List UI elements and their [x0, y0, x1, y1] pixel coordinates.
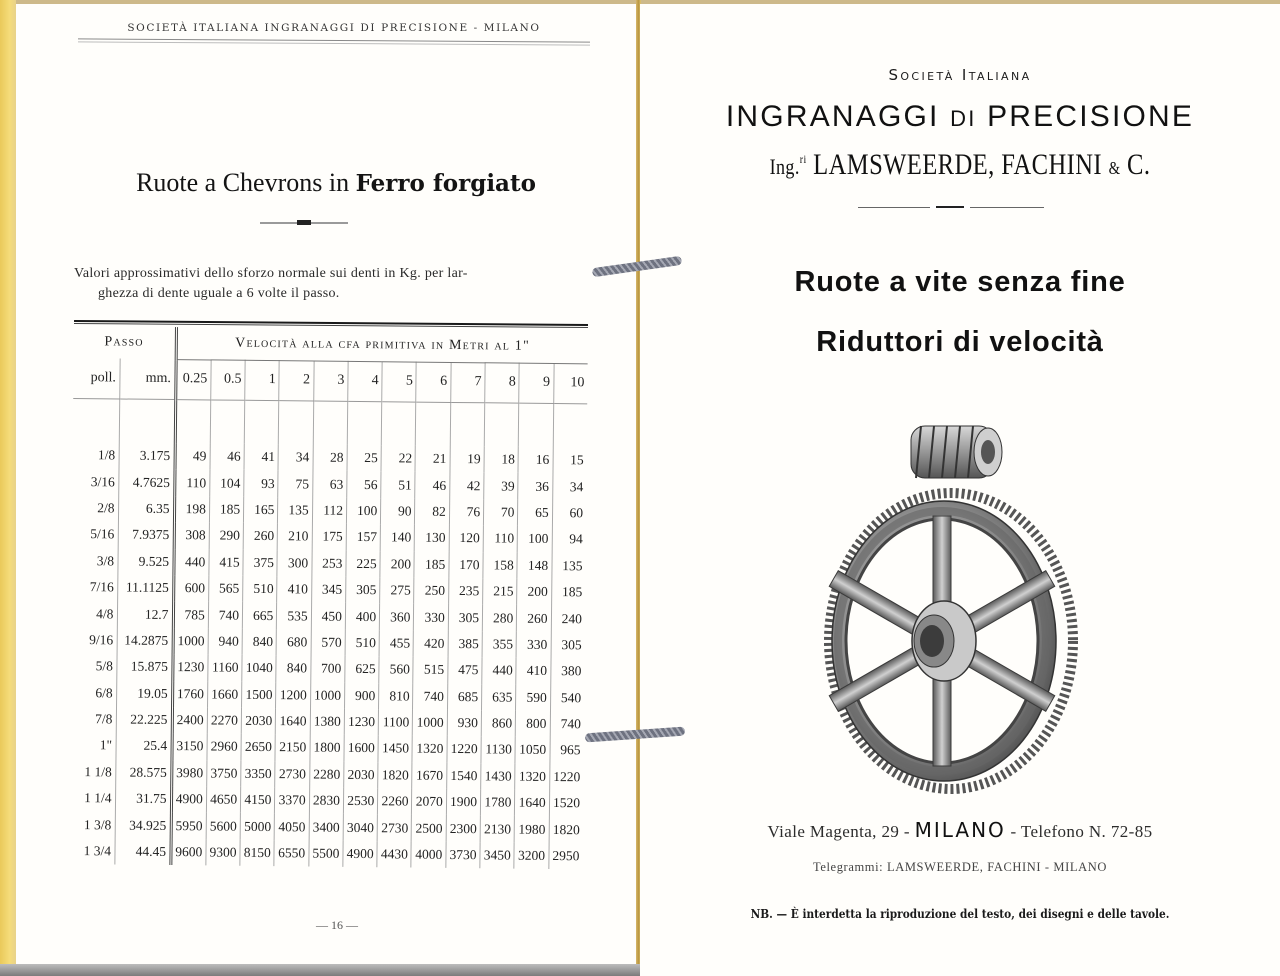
load-value-cell: 515 — [413, 657, 448, 684]
table-body — [68, 398, 587, 870]
col-header: 8 — [485, 362, 520, 402]
load-value-cell: 385 — [448, 631, 483, 658]
load-value-cell: 1640 — [276, 708, 311, 735]
load-value-cell: 420 — [414, 630, 449, 657]
load-value-cell: 1320 — [412, 736, 447, 763]
load-value-cell: 3350 — [241, 760, 276, 787]
load-value-cell: 535 — [277, 602, 312, 629]
load-value-cell: 410 — [516, 658, 551, 685]
load-value-cell: 840 — [276, 655, 311, 682]
load-value-cell: 785 — [173, 601, 209, 628]
load-value-cell: 1430 — [481, 763, 516, 790]
pitch-inches-cell: 5/8 — [95, 658, 114, 674]
load-value-cell: 70 — [483, 499, 518, 526]
load-value-cell: 700 — [310, 656, 345, 683]
load-value-cell: 175 — [312, 524, 347, 551]
col-header: 4 — [348, 361, 383, 401]
left-page — [16, 4, 637, 964]
col-header: 5 — [382, 361, 417, 401]
load-value-cell: 1500 — [242, 681, 277, 708]
load-value-cell: 455 — [379, 630, 414, 657]
pitch-mm-cell: 31.75 — [115, 786, 171, 813]
pitch-mm-cell: 28.575 — [115, 759, 171, 786]
load-value-cell: 185 — [414, 551, 449, 578]
pitch-mm-cell: 14.2875 — [117, 627, 173, 654]
title-regular: Ruote a Chevrons in — [136, 168, 356, 197]
company-name-large — [640, 100, 1280, 134]
load-value-cell: 4900 — [171, 786, 207, 813]
load-value-cell: 740 — [413, 683, 448, 710]
load-value-cell: 225 — [346, 550, 381, 577]
pitch-inches-cell: 6/8 — [95, 684, 113, 701]
load-value-cell: 140 — [380, 524, 415, 551]
load-value-cell: 42 — [449, 472, 484, 499]
load-value-cell: 1760 — [172, 681, 208, 708]
page-number: — 16 — — [316, 918, 358, 932]
load-value-cell: 440 — [482, 657, 517, 684]
load-value-cell: 450 — [311, 603, 346, 630]
load-value-cell: 305 — [551, 632, 585, 659]
address-phone: - Telefono N. 72-85 — [1005, 822, 1153, 841]
load-value-cell: 1670 — [412, 762, 447, 789]
load-value-cell: 148 — [517, 552, 552, 579]
load-value-cell: 740 — [208, 602, 243, 629]
load-value-cell: 135 — [551, 553, 585, 580]
load-value-cell: 100 — [517, 526, 552, 553]
load-value-cell: 18 — [484, 446, 519, 473]
load-value-cell: 185 — [209, 496, 244, 523]
load-value-cell: 740 — [550, 711, 584, 738]
load-value-cell: 4900 — [343, 841, 378, 868]
intro-line-1: Valori approssimativi dello sforzo normale sui denti in Kg. per lar- — [74, 266, 468, 281]
company-word: INGRANAGGI — [725, 100, 951, 133]
load-value-cell: 600 — [173, 575, 209, 602]
load-value-cell: 46 — [210, 443, 245, 470]
pitch-inches-cell: 7/8 — [95, 711, 113, 727]
load-value-cell: 308 — [174, 522, 210, 549]
copyright-notice: NB. — È interdetta la riproduzione del testo, dei disegni e delle tavole. — [750, 907, 1170, 921]
load-value-cell: 305 — [448, 604, 483, 631]
col-header: 0.5 — [211, 359, 246, 399]
load-value-cell: 34 — [278, 444, 313, 471]
load-value-cell: 1000 — [310, 682, 345, 709]
load-value-cell: 135 — [278, 497, 313, 524]
load-value-cell: 9300 — [206, 839, 241, 866]
load-value-cell: 94 — [552, 526, 586, 553]
engineers-names: LAMSWEERDE, FACHINI — [806, 148, 1109, 181]
load-value-cell: 9600 — [170, 839, 206, 866]
load-value-cell: 280 — [482, 605, 517, 632]
pitch-inches-cell: 1" — [99, 737, 113, 753]
load-value-cell: 5950 — [171, 813, 207, 840]
load-value-cell: 39 — [484, 473, 519, 500]
load-value-cell: 1380 — [310, 708, 345, 735]
load-value-cell: 215 — [483, 578, 518, 605]
load-value-cell: 3750 — [206, 760, 241, 787]
pitch-mm-cell: 19.05 — [116, 680, 172, 707]
table-spacer — [73, 398, 587, 447]
engineers-prefix: Ing. — [769, 154, 800, 179]
pitch-mm-cell: 4.7625 — [118, 469, 174, 496]
load-value-cell: 345 — [311, 576, 346, 603]
product-title-2: Riduttori di velocità — [816, 326, 1104, 358]
load-value-cell: 3450 — [480, 842, 515, 869]
load-value-cell: 25 — [347, 445, 382, 472]
company-name-small: Società Italiana — [888, 66, 1032, 84]
pitch-mm-cell: 6.35 — [118, 495, 174, 522]
col-header: 2 — [279, 360, 314, 400]
load-value-cell: 200 — [517, 579, 552, 606]
load-value-cell: 65 — [518, 499, 553, 526]
load-value-cell: 260 — [517, 605, 552, 632]
load-value-cell: 1640 — [515, 790, 550, 817]
product-title-1: Ruote a vite senza fine — [794, 266, 1126, 298]
load-value-cell: 100 — [346, 498, 381, 525]
header-passo: Passo — [104, 334, 144, 350]
pitch-inches-cell: 1 3/4 — [83, 843, 112, 859]
col-header: mm. — [119, 358, 175, 399]
load-value-cell: 4150 — [240, 787, 275, 814]
load-value-cell: 1540 — [446, 763, 481, 790]
load-value-cell: 253 — [312, 550, 347, 577]
load-value-cell: 570 — [311, 629, 346, 656]
load-value-cell: 2280 — [309, 761, 344, 788]
col-header: 3 — [313, 361, 348, 401]
book-bottom-edge — [0, 964, 640, 976]
load-value-cell: 2030 — [241, 708, 276, 735]
load-value-cell: 3200 — [514, 842, 549, 869]
col-header: 6 — [416, 362, 451, 402]
load-value-cell: 6550 — [274, 840, 309, 867]
load-value-cell: 158 — [483, 552, 518, 579]
load-value-cell: 360 — [380, 604, 415, 631]
load-value-cell: 1820 — [549, 816, 583, 843]
load-value-cell: 2650 — [241, 734, 276, 761]
load-value-cell: 1220 — [549, 764, 583, 791]
load-value-cell: 4430 — [377, 841, 412, 868]
load-value-cell: 685 — [447, 683, 482, 710]
load-value-cell: 1100 — [378, 709, 413, 736]
load-value-cell: 1200 — [276, 682, 311, 709]
load-value-cell: 440 — [173, 549, 209, 576]
load-value-cell: 1980 — [514, 816, 549, 843]
load-value-cell: 5000 — [240, 813, 275, 840]
load-value-cell: 380 — [550, 658, 584, 685]
load-value-cell: 1220 — [447, 736, 482, 763]
col-header: 9 — [519, 363, 554, 403]
pitch-mm-cell: 44.45 — [114, 838, 170, 865]
load-value-cell: 840 — [242, 629, 277, 656]
col-header: 0.25 — [175, 359, 211, 399]
pitch-mm-cell: 3.175 — [119, 442, 175, 469]
load-value-cell: 3730 — [446, 842, 481, 869]
load-value-cell: 565 — [208, 575, 243, 602]
load-value-cell: 1600 — [344, 735, 379, 762]
load-value-cell: 1050 — [515, 737, 550, 764]
load-value-cell: 510 — [345, 630, 380, 657]
header-velocity: Velocità alla cfa primitiva in Metri al 1" — [176, 327, 588, 363]
load-value-cell: 34 — [552, 473, 586, 500]
load-value-cell: 590 — [516, 684, 551, 711]
load-value-cell: 1900 — [446, 789, 481, 816]
address-city: MILANO — [914, 818, 1006, 842]
pitch-inches-cell: 1 1/8 — [84, 764, 112, 780]
pitch-mm-cell: 22.225 — [116, 706, 172, 733]
load-value-cell: 1230 — [172, 654, 208, 681]
load-value-cell: 965 — [550, 737, 584, 764]
load-value-cell: 625 — [345, 656, 380, 683]
ornament-mark — [930, 205, 970, 209]
right-page — [640, 4, 1280, 976]
load-value-cell: 2030 — [344, 762, 379, 789]
pitch-mm-cell: 12.7 — [117, 601, 173, 628]
load-value-cell: 90 — [381, 498, 416, 525]
load-value-cell: 475 — [448, 657, 483, 684]
load-value-cell: 250 — [414, 578, 449, 605]
load-value-cell: 2130 — [480, 816, 515, 843]
load-value-cell: 165 — [244, 497, 279, 524]
load-value-cell: 1450 — [378, 736, 413, 763]
load-value-cell: 665 — [242, 602, 277, 629]
company-word: DI — [950, 106, 977, 131]
load-value-cell: 19 — [450, 446, 485, 473]
load-value-cell: 330 — [414, 604, 449, 631]
load-value-cell: 2730 — [275, 761, 310, 788]
running-head-rule — [78, 38, 590, 45]
pitch-mm-cell: 15.875 — [116, 654, 172, 681]
load-value-cell: 1000 — [173, 628, 209, 655]
load-value-cell: 235 — [448, 578, 483, 605]
load-value-cell: 5600 — [206, 813, 241, 840]
load-value-cell: 56 — [347, 471, 382, 498]
load-value-cell: 28 — [313, 445, 348, 472]
load-value-cell: 4650 — [206, 786, 241, 813]
load-value-cell: 1800 — [310, 735, 345, 762]
load-value-cell: 1130 — [481, 737, 516, 764]
load-value-cell: 198 — [174, 496, 210, 523]
load-value-cell: 2500 — [412, 815, 447, 842]
load-value-cell: 2960 — [207, 734, 242, 761]
load-value-cell: 82 — [415, 498, 450, 525]
pitch-inches-cell: 4/8 — [96, 605, 114, 621]
load-value-cell: 170 — [449, 552, 484, 579]
load-value-cell: 110 — [483, 525, 518, 552]
pitch-inches-cell: 1/8 — [97, 447, 116, 463]
load-value-cell: 2270 — [207, 707, 242, 734]
load-value-cell: 16 — [518, 447, 553, 474]
load-value-cell: 2260 — [378, 788, 413, 815]
load-value-cell: 1660 — [207, 681, 242, 708]
load-value-cell: 200 — [380, 551, 415, 578]
load-value-cell: 810 — [379, 683, 414, 710]
col-header: poll. — [73, 358, 119, 398]
load-value-cell: 3150 — [171, 733, 207, 760]
load-value-cell: 93 — [244, 470, 279, 497]
pitch-inches-cell: 7/16 — [89, 579, 114, 595]
load-value-cell: 1820 — [378, 762, 413, 789]
load-value-cell: 4050 — [274, 814, 309, 841]
load-value-cell: 1040 — [242, 655, 277, 682]
load-value-cell: 2730 — [377, 815, 412, 842]
address-street: Viale Magenta, 29 - — [767, 822, 915, 841]
pitch-mm-cell: 25.4 — [115, 733, 171, 760]
pitch-inches-cell: 2/8 — [97, 500, 115, 516]
load-value-cell: 240 — [551, 605, 585, 632]
load-value-cell: 2400 — [172, 707, 208, 734]
load-value-cell: 510 — [243, 576, 278, 603]
page-title — [76, 168, 596, 198]
load-value-cell: 120 — [449, 525, 484, 552]
load-table — [68, 326, 588, 870]
load-value-cell: 22 — [381, 445, 416, 472]
engineers-suffix: C. — [1120, 148, 1151, 181]
title-bold: Ferro forgiato — [355, 170, 536, 197]
load-value-cell: 157 — [346, 524, 381, 551]
load-value-cell: 3370 — [275, 787, 310, 814]
load-value-cell: 185 — [551, 579, 585, 606]
load-value-cell: 4000 — [411, 841, 446, 868]
load-value-cell: 375 — [243, 549, 278, 576]
engineers-sup: ri — [799, 152, 807, 166]
load-value-cell: 415 — [209, 549, 244, 576]
worm-gear-icon — [816, 416, 1086, 796]
load-value-cell: 560 — [379, 656, 414, 683]
load-value-cell: 63 — [312, 471, 347, 498]
load-value-cell: 2830 — [309, 788, 344, 815]
load-value-cell: 2070 — [412, 789, 447, 816]
load-value-cell: 36 — [518, 473, 553, 500]
load-value-cell: 3040 — [343, 814, 378, 841]
load-value-cell: 410 — [277, 576, 312, 603]
pitch-inches-cell: 3/16 — [90, 473, 115, 490]
load-value-cell: 260 — [243, 523, 278, 550]
company-word: PRECISIONE — [976, 100, 1195, 133]
load-value-cell: 400 — [345, 603, 380, 630]
load-value-cell: 3400 — [309, 814, 344, 841]
load-value-cell: 900 — [344, 682, 379, 709]
load-value-cell: 300 — [277, 550, 312, 577]
load-value-cell: 355 — [482, 631, 517, 658]
load-value-cell: 1160 — [208, 655, 243, 682]
book-left-edge — [0, 0, 16, 976]
load-value-cell: 76 — [449, 499, 484, 526]
load-value-cell: 305 — [346, 577, 381, 604]
load-value-cell: 800 — [516, 711, 551, 738]
load-value-cell: 210 — [278, 523, 313, 550]
pitch-mm-cell: 9.525 — [117, 548, 173, 575]
intro-line-2: ghezza di dente uguale a 6 volte il passo. — [98, 286, 340, 301]
table-row — [68, 838, 582, 870]
load-value-cell: 49 — [175, 443, 211, 470]
pitch-inches-cell: 9/16 — [89, 632, 114, 648]
load-value-cell: 60 — [552, 500, 586, 527]
load-value-cell: 110 — [174, 469, 210, 496]
load-value-cell: 940 — [208, 628, 243, 655]
col-header: 7 — [450, 362, 485, 402]
load-value-cell: 275 — [380, 577, 415, 604]
load-value-cell: 1780 — [480, 789, 515, 816]
running-head: SOCIETÀ ITALIANA INGRANAGGI DI PRECISIONE - MILANO — [127, 22, 541, 34]
title-ornament — [260, 222, 348, 224]
load-value-cell: 2530 — [343, 788, 378, 815]
load-value-cell: 2300 — [446, 815, 481, 842]
load-value-cell: 1230 — [344, 709, 379, 736]
pitch-inches-cell: 1 3/8 — [83, 816, 112, 833]
load-value-cell: 680 — [276, 629, 311, 656]
load-value-cell: 290 — [209, 523, 244, 550]
load-value-cell: 130 — [415, 525, 450, 552]
load-value-cell: 930 — [447, 710, 482, 737]
load-value-cell: 1000 — [413, 709, 448, 736]
load-value-cell: 3980 — [171, 760, 207, 787]
column-header-row — [73, 358, 587, 403]
load-value-cell: 15 — [553, 447, 587, 474]
load-value-cell: 1520 — [549, 790, 583, 817]
ornament-mark — [297, 220, 311, 225]
load-value-cell: 8150 — [240, 840, 275, 867]
load-value-cell: 635 — [482, 684, 517, 711]
intro-paragraph — [74, 264, 594, 304]
load-value-cell: 112 — [312, 497, 347, 524]
col-header: 10 — [553, 363, 587, 403]
pitch-inches-cell: 1 1/4 — [84, 790, 112, 806]
header-ornament — [858, 207, 1044, 208]
load-value-cell: 21 — [415, 446, 450, 473]
load-value-cell: 2950 — [548, 843, 582, 870]
pitch-mm-cell: 7.9375 — [118, 522, 174, 549]
address-line — [640, 818, 1280, 842]
load-value-cell: 5500 — [308, 840, 343, 867]
load-value-cell: 1320 — [515, 763, 550, 790]
engineers-amp: & — [1108, 158, 1121, 178]
load-value-cell: 860 — [481, 710, 516, 737]
telegram-line: Telegrammi: LAMSWEERDE, FACHINI - MILANO — [812, 860, 1108, 874]
load-value-cell: 51 — [381, 472, 416, 499]
load-value-cell: 540 — [550, 685, 584, 712]
pitch-mm-cell: 11.1125 — [117, 574, 173, 601]
load-value-cell: 2150 — [275, 734, 310, 761]
pitch-inches-cell: 5/16 — [90, 526, 115, 542]
load-value-cell: 330 — [516, 631, 551, 658]
load-value-cell: 75 — [278, 471, 313, 498]
load-value-cell: 41 — [244, 444, 279, 471]
load-value-cell: 46 — [415, 472, 450, 499]
pitch-inches-cell: 3/8 — [96, 553, 115, 569]
load-value-cell: 104 — [210, 470, 245, 497]
engineers-line — [698, 148, 1223, 182]
pitch-mm-cell: 34.925 — [115, 812, 171, 839]
col-header: 1 — [245, 360, 280, 400]
